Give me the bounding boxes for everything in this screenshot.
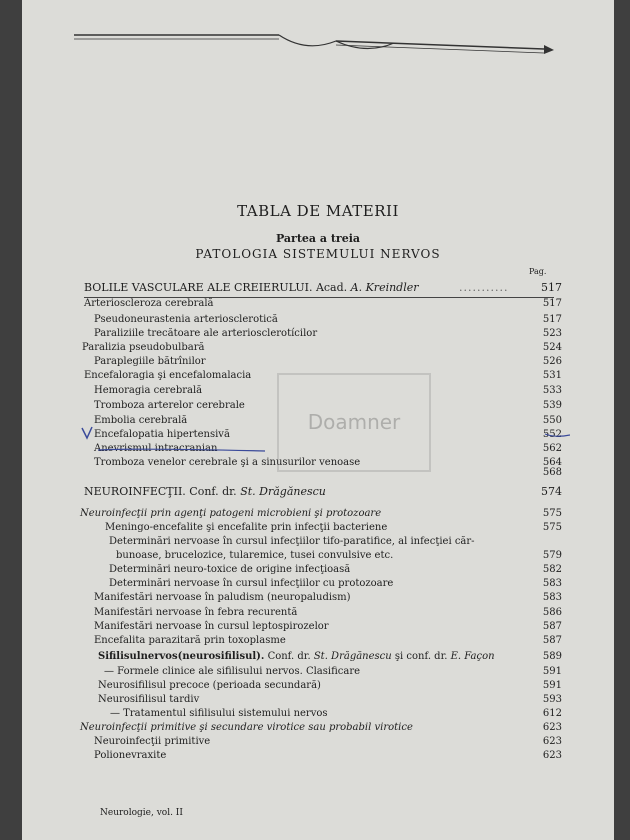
toc-entry: Meningo-encefalite şi encefalite prin infecţii bacteriene 575 — [105, 522, 562, 533]
header-ornament-rule — [74, 25, 554, 55]
toc-entry: Tromboza arterelor cerebrale 539 — [94, 400, 562, 411]
toc-entry: Arterioscleroza cerebrală 517 — [84, 298, 562, 309]
toc-entry: Neuroinfecţii primitive şi secundare virotice sau probabil virotice 623 — [80, 722, 562, 733]
toc-entry: Neurosifilisul tardiv 593 — [98, 694, 562, 705]
toc-entry: BOLILE VASCULARE ALE CREIERULUI. Acad. A. Kreindler ........... 517 — [84, 281, 562, 294]
toc-entry: bunoase, brucelozice, tularemice, tusei convulsive etc. 579 — [116, 550, 562, 561]
toc-entry: Tromboza venelor cerebrale şi a sinusurilor venoase 564 — [94, 457, 562, 468]
toc-entry: — Formele clinice ale sifilisului nervos. Clasificare 591 — [104, 666, 562, 677]
toc-entry: Anevrismul intracranian 562 — [94, 443, 562, 454]
toc-entry: Embolia cerebrală 550 — [94, 415, 562, 426]
toc-entry: Paraliziile trecătoare ale arteriosclerotícilor 523 — [94, 328, 562, 339]
toc-entry: Sifilisulnervos(neurosifilisul). Conf. dr. St. Drăgănescu şi conf. dr. E. Façon 589 — [98, 651, 562, 662]
part-label: Partea a treia — [275, 232, 361, 245]
footer-volume: Neurologie, vol. II — [100, 808, 183, 818]
toc-entry: Pseudoneurastenia arteriosclerotică 517 — [94, 314, 562, 325]
toc-entry: Manifestări nervoase în febra recurentă 586 — [94, 607, 562, 618]
toc-entry: Neuroinfecţii primitive 623 — [94, 736, 562, 747]
toc-entry: NEUROINFECŢII. Conf. dr. St. Drăgănescu 574 — [84, 485, 562, 498]
page-title: TABLA DE MATERII — [237, 202, 399, 220]
toc-entry: Encefaloragia şi encefalomalacia 531 — [84, 370, 562, 381]
document-page — [22, 0, 614, 840]
pen-marks — [80, 424, 570, 464]
toc-entry: Polionevraxite 623 — [94, 750, 562, 761]
toc-entry: Neurosifilisul precoce (perioada secundară) 591 — [98, 680, 562, 691]
toc-entry: Paralizia pseudobulbară 524 — [82, 342, 562, 353]
toc-entry: Manifestări nervoase în cursul leptospirozelor 587 — [94, 621, 562, 632]
section-title: PATOLOGIA SISTEMULUI NERVOS — [195, 247, 441, 261]
page-column-header: Pag. — [529, 267, 547, 276]
toc-entry: Encefalopatia hipertensivă 552 — [94, 429, 562, 440]
entry-title: BOLILE VASCULARE ALE CREIERULUI. Acad. — [84, 281, 351, 294]
toc-entry: Determinări nervoase în cursul infecţiilor cu protozoare 583 — [109, 578, 562, 589]
toc-entry: Manifestări nervoase în paludism (neuropaludism) 583 — [94, 592, 562, 603]
toc-entry: Determinări nervoase în cursul infecţiilor tifo-paratifice, al infecţiei căr- — [109, 536, 475, 547]
toc-entry: Hemoragia cerebrală 533 — [94, 385, 562, 396]
toc-entry: Paraplegiile bătrînilor 526 — [94, 356, 562, 367]
toc-entry: 568 — [542, 467, 562, 478]
entry-page: 517 — [541, 281, 562, 294]
toc-entry: — Tratamentul sifilisului sistemului nervos 612 — [110, 708, 562, 719]
toc-entry: Encefalita parazitară prin toxoplasme 587 — [94, 635, 562, 646]
entry-author: A. Kreindler — [350, 281, 419, 294]
toc-entry: Determinări neuro-toxice de origine infecţioasă 582 — [109, 564, 562, 575]
toc-entry: Neuroinfecţii prin agenţi patogeni microbieni şi protozoare 575 — [80, 508, 562, 519]
watermark: Doamner — [277, 373, 431, 472]
